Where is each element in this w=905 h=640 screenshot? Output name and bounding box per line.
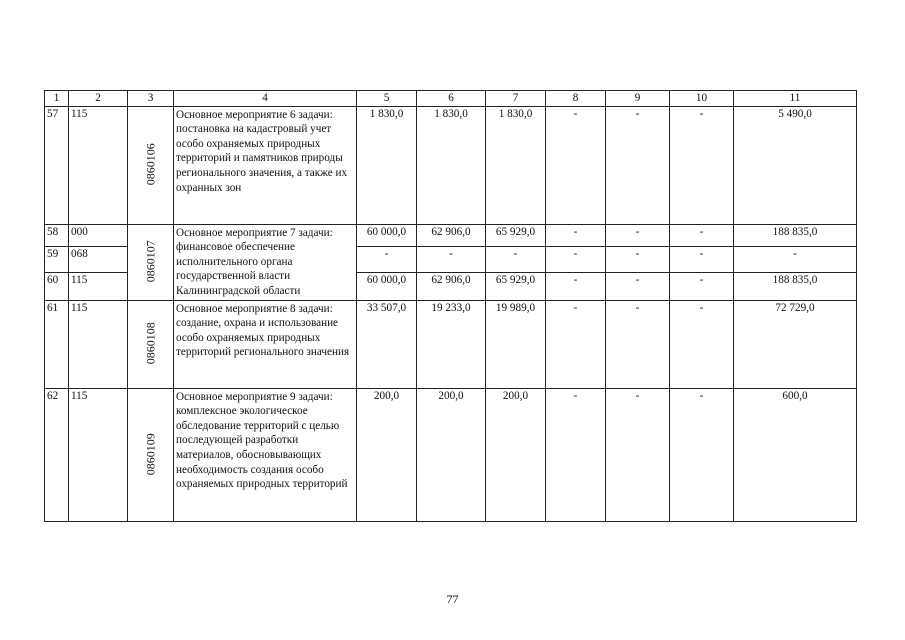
row-number: 61 [45, 300, 69, 388]
value-cell: 1 830,0 [417, 106, 486, 224]
value-cell: 65 929,0 [486, 224, 546, 246]
code-cell: 115 [69, 272, 128, 300]
value-cell: - [670, 224, 734, 246]
value-cell: - [606, 106, 670, 224]
table-row [45, 106, 857, 224]
header-cell: 3 [128, 91, 174, 107]
header-cell: 1 [45, 91, 69, 107]
value-cell: 200,0 [357, 388, 417, 521]
value-cell: - [606, 388, 670, 521]
row-number: 60 [45, 272, 69, 300]
value-cell: - [546, 300, 606, 388]
value-cell: - [606, 246, 670, 272]
description-cell: Основное мероприятие 9 задачи: комплексное экологическое обследование территорий с целью последующей разработки материалов, обосновывающих необходимость создания особо охраняемых природных территорий [174, 388, 357, 521]
target-code: 0860107 [128, 224, 174, 300]
value-cell: - [417, 246, 486, 272]
header-row [45, 91, 857, 107]
description-cell: Основное мероприятие 6 задачи: постановка на кадастровый учет особо охраняемых природных территорий и памятников природы регионального значения, а также их охранных зон [174, 106, 357, 224]
total-cell: 188 835,0 [734, 272, 857, 300]
value-cell: - [606, 300, 670, 388]
value-cell: - [546, 246, 606, 272]
value-cell: 60 000,0 [357, 272, 417, 300]
row-number: 62 [45, 388, 69, 521]
table-row [45, 224, 857, 246]
description-cell: Основное мероприятие 8 задачи: создание, охрана и использование особо охраняемых природных территорий регионального значения [174, 300, 357, 388]
header-cell: 5 [357, 91, 417, 107]
value-cell: 62 906,0 [417, 272, 486, 300]
total-cell: 72 729,0 [734, 300, 857, 388]
value-cell: 62 906,0 [417, 224, 486, 246]
table-row [45, 300, 857, 388]
row-number: 57 [45, 106, 69, 224]
target-code: 0860108 [128, 300, 174, 388]
target-code: 0860109 [128, 388, 174, 521]
code-cell: 000 [69, 224, 128, 246]
header-cell: 2 [69, 91, 128, 107]
description-cell: Основное мероприятие 7 задачи: финансовое обеспечение исполнительного органа государственной власти Калининградской области [174, 224, 357, 300]
value-cell: 1 830,0 [357, 106, 417, 224]
value-cell: - [546, 106, 606, 224]
header-cell: 9 [606, 91, 670, 107]
header-cell: 11 [734, 91, 857, 107]
header-cell: 7 [486, 91, 546, 107]
row-number: 59 [45, 246, 69, 272]
target-code: 0860106 [128, 106, 174, 224]
value-cell: 200,0 [486, 388, 546, 521]
header-cell: 6 [417, 91, 486, 107]
header-cell: 4 [174, 91, 357, 107]
code-cell: 115 [69, 300, 128, 388]
value-cell: 33 507,0 [357, 300, 417, 388]
code-cell: 115 [69, 106, 128, 224]
value-cell: - [670, 272, 734, 300]
value-cell: - [546, 388, 606, 521]
value-cell: - [546, 224, 606, 246]
table-row [45, 388, 857, 521]
value-cell: - [670, 246, 734, 272]
value-cell: - [546, 272, 606, 300]
total-cell: 5 490,0 [734, 106, 857, 224]
total-cell: 188 835,0 [734, 224, 857, 246]
page-number: 77 [446, 592, 459, 606]
header-cell: 8 [546, 91, 606, 107]
total-cell: 600,0 [734, 388, 857, 521]
value-cell: 1 830,0 [486, 106, 546, 224]
total-cell: - [734, 246, 857, 272]
value-cell: 19 989,0 [486, 300, 546, 388]
value-cell: - [670, 300, 734, 388]
code-cell: 115 [69, 388, 128, 521]
value-cell: 19 233,0 [417, 300, 486, 388]
value-cell: 60 000,0 [357, 224, 417, 246]
value-cell: - [486, 246, 546, 272]
value-cell: - [357, 246, 417, 272]
value-cell: - [606, 224, 670, 246]
value-cell: 65 929,0 [486, 272, 546, 300]
row-number: 58 [45, 224, 69, 246]
header-cell: 10 [670, 91, 734, 107]
value-cell: 200,0 [417, 388, 486, 521]
budget-table [44, 90, 857, 522]
value-cell: - [670, 388, 734, 521]
value-cell: - [670, 106, 734, 224]
code-cell: 068 [69, 246, 128, 272]
value-cell: - [606, 272, 670, 300]
